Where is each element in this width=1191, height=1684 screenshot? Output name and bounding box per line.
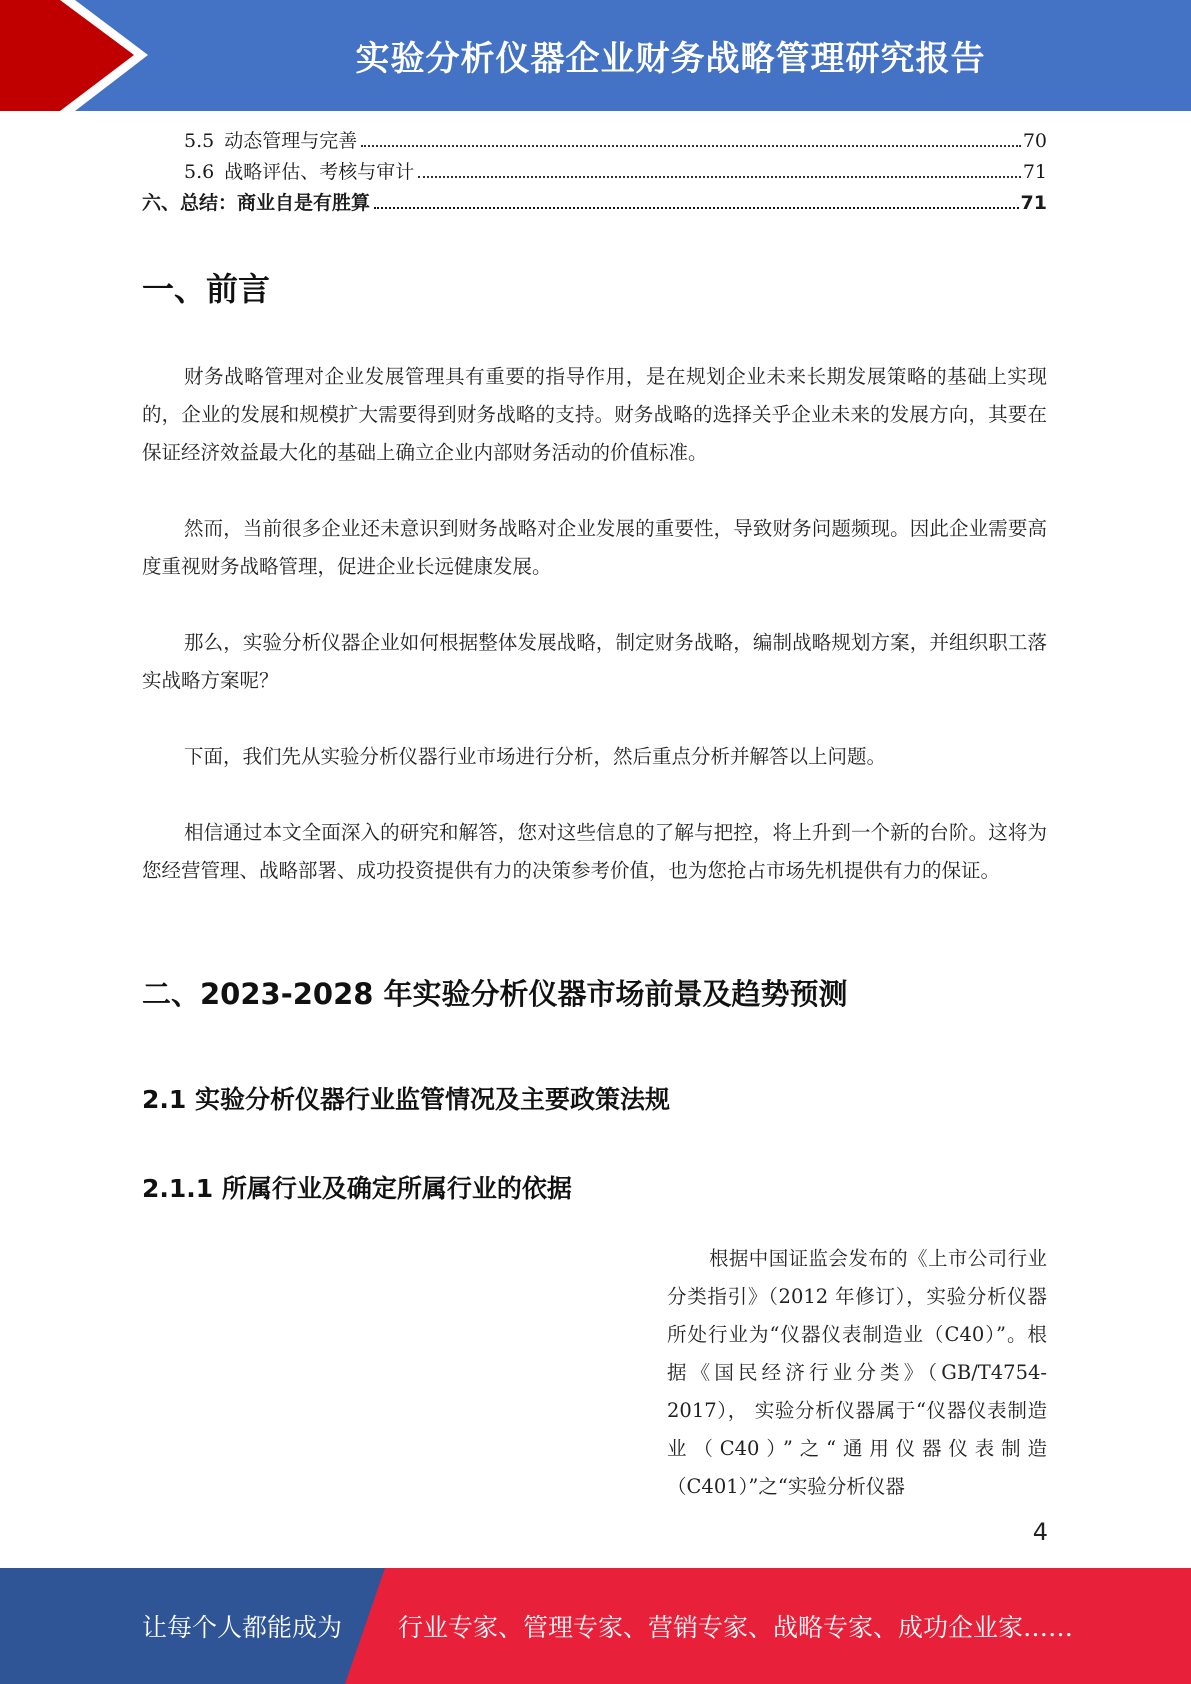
toc-entry-page: 71 bbox=[1020, 192, 1047, 214]
header-banner bbox=[0, 0, 1191, 111]
toc-entry-number: 5.6 bbox=[184, 161, 215, 183]
footer-banner bbox=[0, 1568, 1191, 1684]
toc-entry-number: 5.5 bbox=[184, 130, 215, 152]
subsubsection-heading: 2.1.1 所属行业及确定所属行业的依据 bbox=[142, 1174, 572, 1203]
report-title: 实验分析仪器企业财务战略管理研究报告 bbox=[355, 39, 986, 79]
header-arrow-decoration bbox=[0, 0, 160, 111]
toc-leader-dots bbox=[374, 207, 1019, 209]
industry-classification-paragraph: 根据中国证监会发布的《上市公司行业分类指引》（2012 年修订），实验分析仪器所处行业为“仪器仪表制造业（C40）”。根据《国民经济行业分类》（GB/T4754-2017）， 实验分析仪器属于“仪器仪表制造业（C40）”之“通用仪器仪表制造（C401）”之“实验分析仪器 bbox=[667, 1247, 1047, 1498]
toc-entry-text: 动态管理与完善 bbox=[224, 130, 358, 152]
toc-entry[interactable] bbox=[142, 188, 1047, 219]
toc-leader-dots bbox=[361, 145, 1021, 147]
toc-entry-page: 71 bbox=[1022, 161, 1047, 183]
paragraph: 财务战略管理对企业发展管理具有重要的指导作用，是在规划企业未来长期发展策略的基础上实现的，企业的发展和规模扩大需要得到财务战略的支持。财务战略的选择关乎企业未来的发展方向，其要在保证经济效益最大化的基础上确立企业内部财务活动的价值标准。 bbox=[142, 365, 1047, 464]
toc-entry-text: 战略评估、考核与审计 bbox=[224, 161, 415, 183]
preface-heading: 一、前言 bbox=[142, 270, 271, 308]
toc-leader-dots bbox=[418, 176, 1021, 178]
toc-entry[interactable] bbox=[142, 157, 1047, 188]
paragraph: 那么，实验分析仪器企业如何根据整体发展战略，制定财务战略，编制战略规划方案，并组织职工落实战略方案呢？ bbox=[142, 631, 1047, 692]
market-section-heading: 二、2023-2028 年实验分析仪器市场前景及趋势预测 bbox=[142, 977, 848, 1011]
toc-entry[interactable] bbox=[142, 126, 1047, 157]
toc-entry-text: 六、总结：商业自是有胜算 bbox=[142, 192, 371, 214]
paragraph: 下面，我们先从实验分析仪器行业市场进行分析，然后重点分析并解答以上问题。 bbox=[184, 745, 887, 768]
subsection-heading: 2.1 实验分析仪器行业监管情况及主要政策法规 bbox=[142, 1085, 670, 1114]
footer-slogan-right: 行业专家、管理专家、营销专家、战略专家、成功企业家…… bbox=[398, 1613, 1074, 1642]
paragraph: 相信通过本文全面深入的研究和解答，您对这些信息的了解与把控，将上升到一个新的台阶。这将为您经营管理、战略部署、成功投资提供有力的决策参考价值，也为您抢占市场先机提供有力的保证。 bbox=[142, 821, 1047, 882]
table-of-contents bbox=[142, 126, 1047, 219]
toc-entry-page: 70 bbox=[1022, 130, 1047, 152]
page-number: 4 bbox=[1032, 1518, 1048, 1546]
paragraph: 然而，当前很多企业还未意识到财务战略对企业发展的重要性，导致财务问题频现。因此企业需要高度重视财务战略管理，促进企业长远健康发展。 bbox=[142, 517, 1047, 578]
footer-slogan-left: 让每个人都能成为 bbox=[142, 1613, 343, 1642]
